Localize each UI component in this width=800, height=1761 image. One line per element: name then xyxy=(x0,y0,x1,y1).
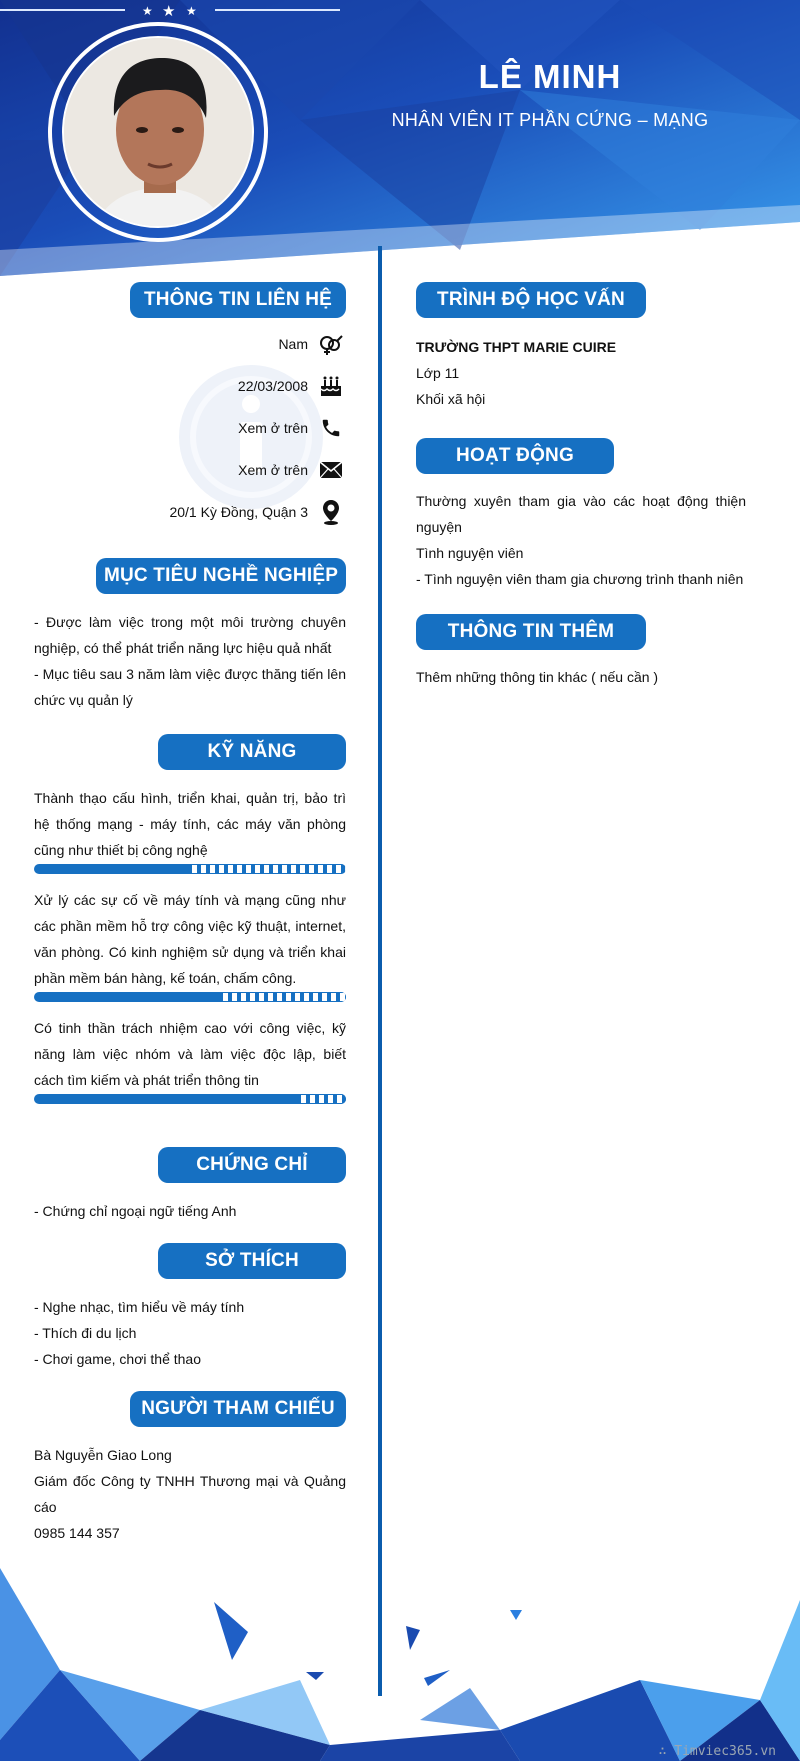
skill-text: Có tinh thần trách nhiệm cao với công việc, kỹ năng làm việc nhóm và làm việc độc lập, biết cách tìm kiếm và phát triển thông tin xyxy=(34,1020,346,1088)
section-title-extra-info: THÔNG TIN THÊM xyxy=(416,614,646,650)
hobbies-text xyxy=(34,1294,346,1372)
contact-phone xyxy=(110,415,344,441)
hobby-line: - Thích đi du lịch xyxy=(34,1325,137,1341)
reference-name: Bà Nguyễn Giao Long xyxy=(34,1447,172,1463)
profile-photo xyxy=(64,38,254,228)
site-watermark: ∴ Timviec365.vn xyxy=(658,1744,776,1759)
contact-email-value: Xem ở trên xyxy=(238,462,308,478)
birthday-cake-icon xyxy=(318,373,344,399)
skill-bar xyxy=(34,992,346,1002)
contact-gender-value: Nam xyxy=(278,336,308,352)
education-line: Khối xã hội xyxy=(416,391,486,407)
reference-position: Giám đốc Công ty TNHH Thương mại và Quảng cáo xyxy=(34,1473,346,1515)
gender-icon xyxy=(318,331,344,357)
svg-text:★: ★ xyxy=(162,2,176,20)
skill-bar-empty xyxy=(221,992,346,1002)
email-icon xyxy=(318,457,344,483)
contact-email xyxy=(110,457,344,483)
location-pin-icon xyxy=(318,499,344,525)
contact-phone-value: Xem ở trên xyxy=(238,420,308,436)
section-title-activities: HOẠT ĐỘNG xyxy=(416,438,614,474)
column-divider xyxy=(378,246,382,1696)
watermark-text: Timviec365.vn xyxy=(674,1744,776,1759)
job-title: NHÂN VIÊN IT PHẦN CỨNG – MẠNG xyxy=(391,110,709,130)
activity-line: Thường xuyên tham gia vào các hoạt động thiện nguyện xyxy=(416,493,746,535)
footer-polygons xyxy=(0,1560,800,1761)
contact-birthday-value: 22/03/2008 xyxy=(237,378,308,394)
certificate-text xyxy=(34,1198,346,1224)
svg-text:★: ★ xyxy=(186,4,197,18)
candidate-name: LÊ MINH xyxy=(478,58,622,95)
reference-phone: 0985 144 357 xyxy=(34,1525,120,1541)
hobby-line: - Nghe nhạc, tìm hiểu về máy tính xyxy=(34,1299,245,1315)
skill-bar-empty xyxy=(190,864,346,874)
phone-icon xyxy=(318,415,344,441)
section-title-skills: KỸ NĂNG xyxy=(158,734,346,770)
education-line: Lớp 11 xyxy=(416,365,460,381)
contact-address-value: 20/1 Kỳ Đồng, Quận 3 xyxy=(169,504,308,520)
career-goal-text xyxy=(34,609,346,713)
references-text xyxy=(34,1442,346,1546)
career-goal-line: - Được làm việc trong một môi trường chuyên nghiệp, có thể phát triển năng lực hiệu quả nhất xyxy=(34,614,346,656)
avatar xyxy=(62,36,254,228)
skill-bar-empty xyxy=(299,1094,346,1104)
skill-bar xyxy=(34,1094,346,1104)
education-text xyxy=(416,334,746,412)
skill-text: Thành thạo cấu hình, triển khai, quản trị, bảo trì hệ thống mạng - máy tính, các máy văn phòng cũng như thiết bị công nghệ xyxy=(34,790,346,858)
section-title-hobbies: SỞ THÍCH xyxy=(158,1243,346,1279)
skill-bar xyxy=(34,864,346,874)
certificate-line: - Chứng chỉ ngoại ngữ tiếng Anh xyxy=(34,1203,237,1219)
contact-gender xyxy=(110,331,344,357)
title-divider-stars xyxy=(0,0,340,20)
skill-text: Xử lý các sự cố về máy tính và mạng cũng như các phần mềm hỗ trợ công việc kỹ thuật, internet, văn phòng. Có kinh nghiệm sử dụng và triển khai phần mềm bán hàng, kế toán, chấm công. xyxy=(34,892,346,986)
career-goal-line: - Mục tiêu sau 3 năm làm việc được thăng tiến lên chức vụ quản lý xyxy=(34,666,346,708)
footer-decoration xyxy=(0,1560,800,1761)
extra-info-text xyxy=(416,664,746,690)
contact-address xyxy=(110,499,344,525)
hobby-line: - Chơi game, chơi thể thao xyxy=(34,1351,201,1367)
school-name: TRƯỜNG THPT MARIE CUIRE xyxy=(416,339,617,355)
activity-line: Tình nguyện viên xyxy=(416,545,524,561)
section-title-career-goal: MỤC TIÊU NGHỀ NGHIỆP xyxy=(96,558,346,594)
section-title-education: TRÌNH ĐỘ HỌC VẤN xyxy=(416,282,646,318)
extra-info-line: Thêm những thông tin khác ( nếu cần ) xyxy=(416,669,659,685)
activities-text xyxy=(416,488,746,592)
section-title-contact: THÔNG TIN LIÊN HỆ xyxy=(130,282,346,318)
contact-birthday xyxy=(110,373,344,399)
header-banner xyxy=(0,0,800,280)
section-title-references: NGƯỜI THAM CHIẾU xyxy=(130,1391,346,1427)
activity-line: - Tình nguyện viên tham gia chương trình thanh niên xyxy=(416,571,744,587)
section-title-certificates: CHỨNG CHỈ xyxy=(158,1147,346,1183)
svg-text:★: ★ xyxy=(142,4,153,18)
